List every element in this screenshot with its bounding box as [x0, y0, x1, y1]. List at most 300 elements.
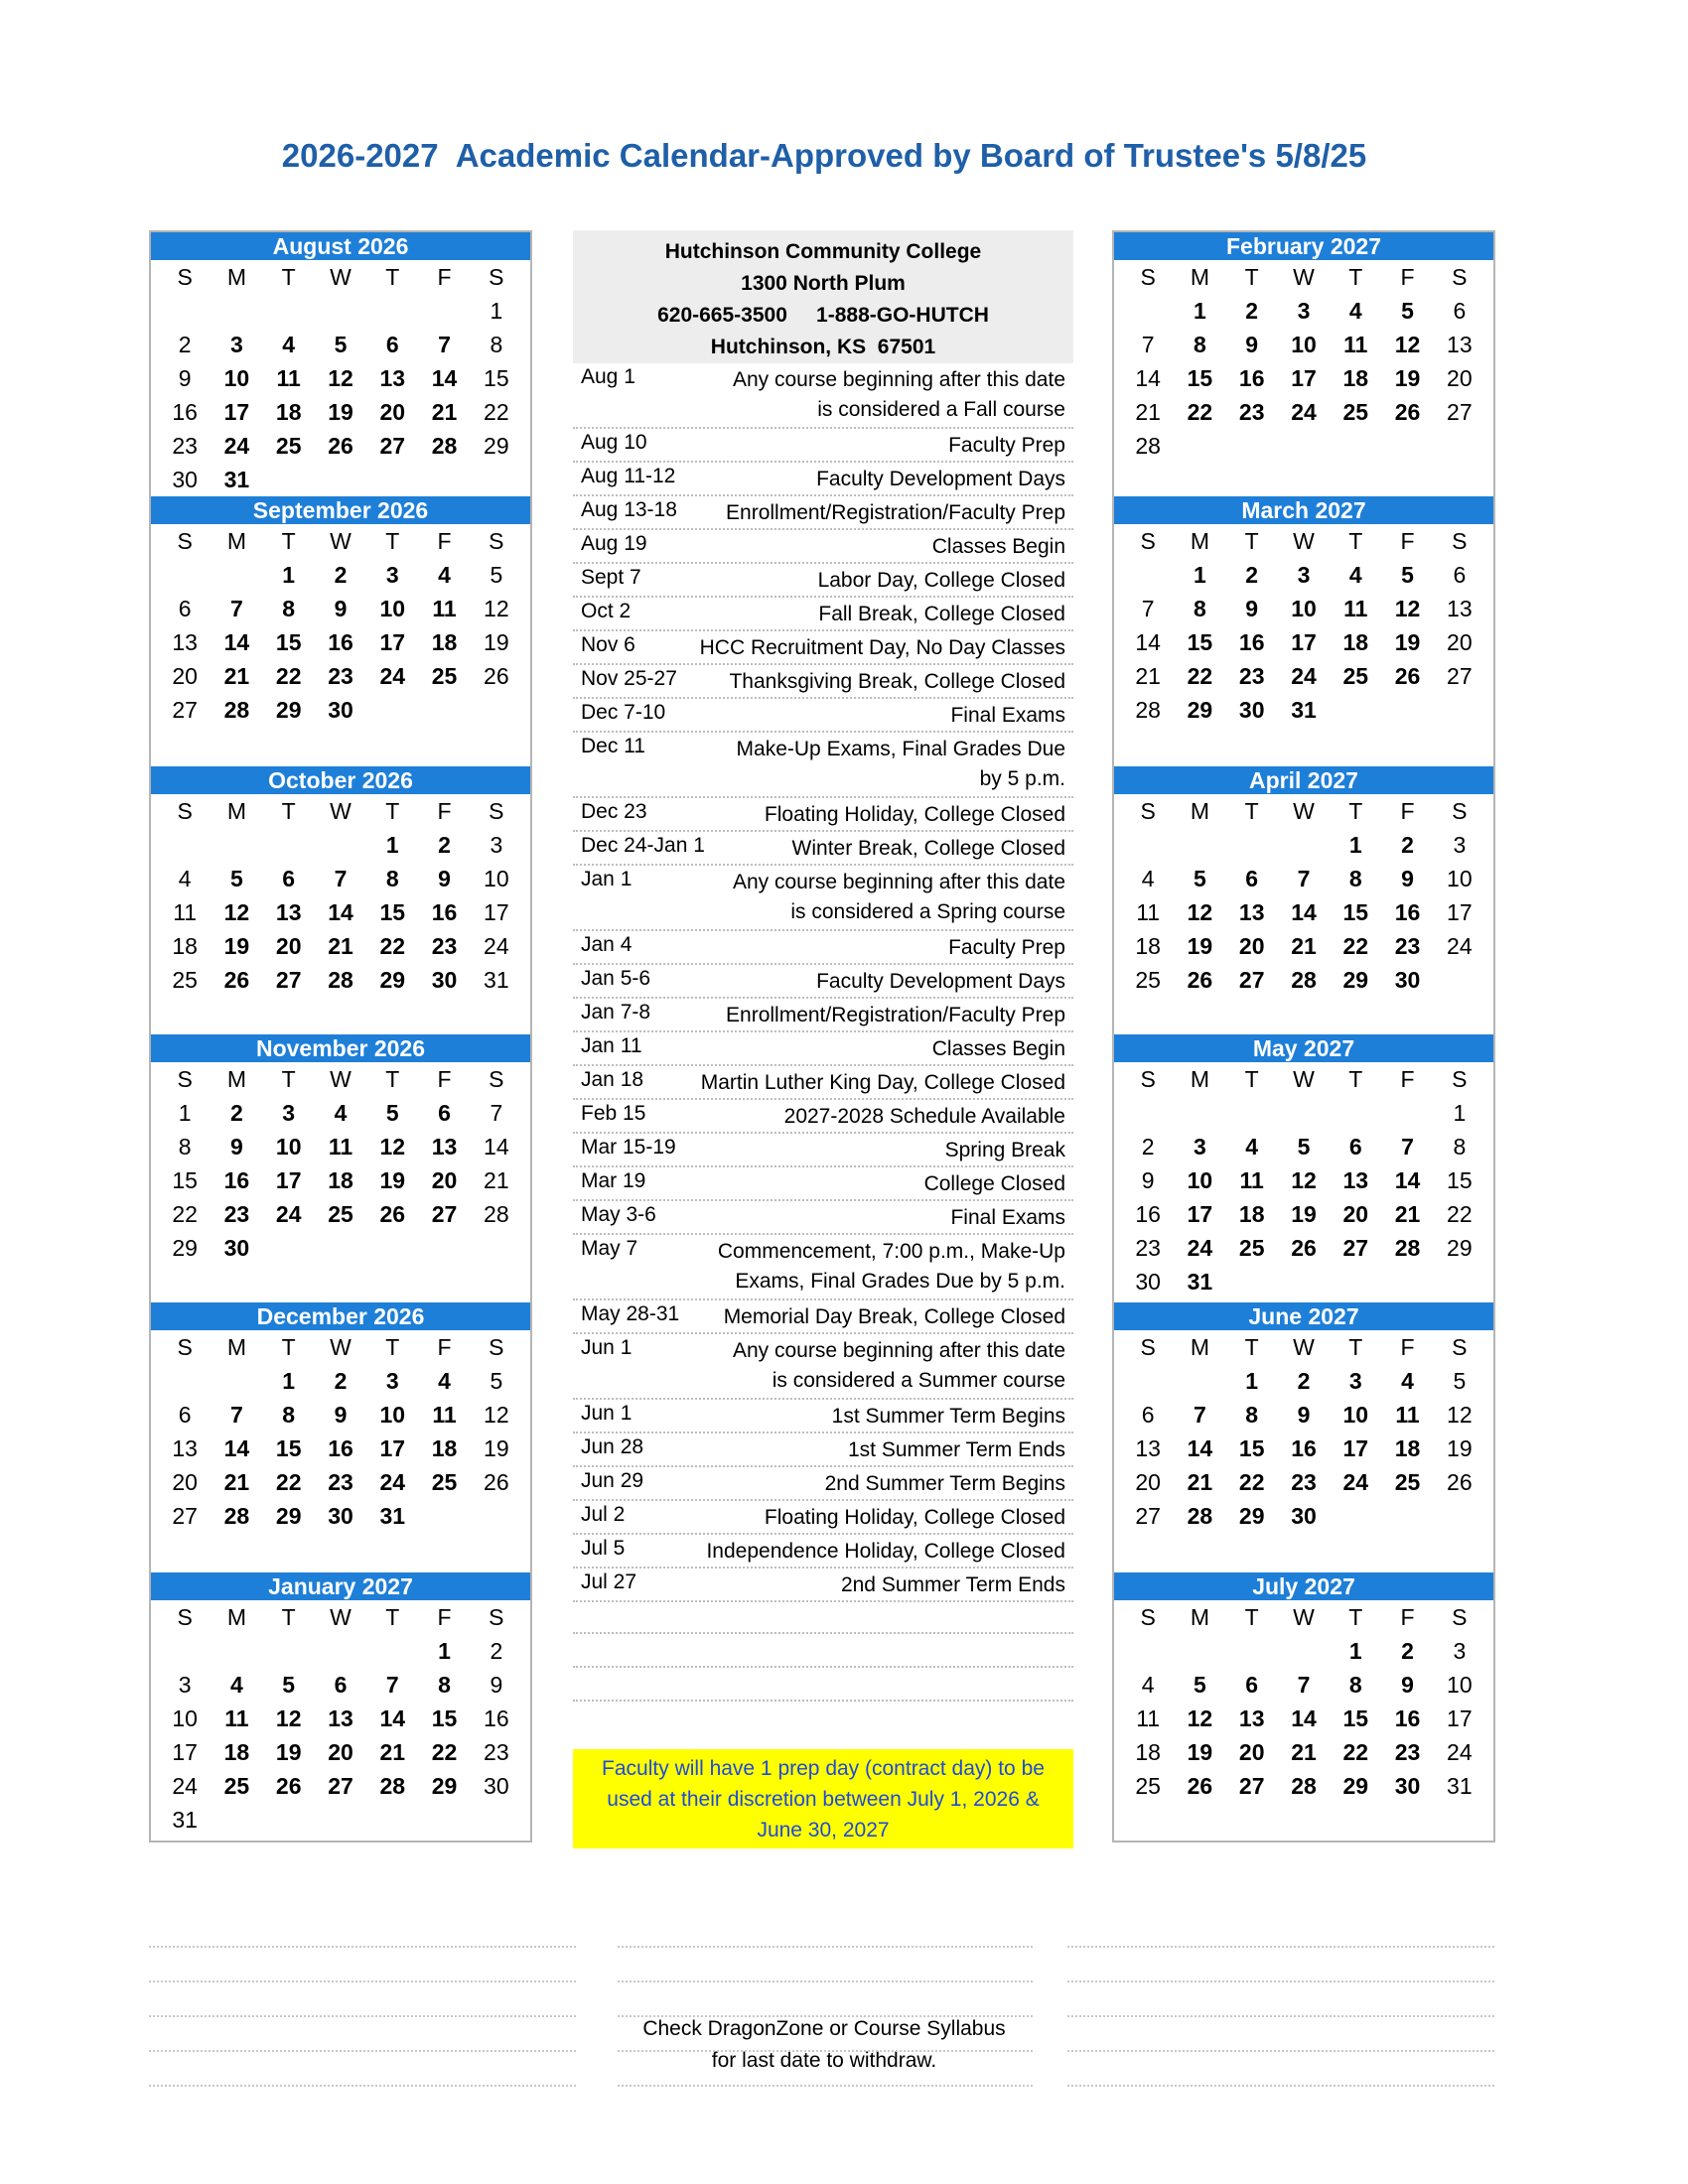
event-row: [573, 598, 1073, 631]
footer-line: [618, 1980, 1033, 1982]
day-cell: 7: [1297, 866, 1311, 891]
day-cell: 5: [230, 866, 243, 891]
left-calendar-column: [149, 230, 532, 1843]
day-cell: 15: [1187, 629, 1213, 655]
event-row: [573, 1167, 1073, 1201]
event-row: [573, 1235, 1073, 1300]
day-cell: 13: [1135, 1435, 1161, 1461]
event-description: Memorial Day Break, College Closed: [723, 1305, 1065, 1328]
event-row: [573, 463, 1073, 496]
day-cell: 26: [1187, 1773, 1213, 1799]
event-description: 2027-2028 Schedule Available: [783, 1105, 1065, 1128]
day-cell: 13: [172, 1435, 198, 1461]
weekday-header: T: [385, 1604, 400, 1630]
day-cell: 14: [1135, 629, 1161, 655]
weekday-header: F: [437, 264, 452, 290]
day-cell: 26: [1394, 399, 1421, 425]
weekday-header: T: [1348, 1334, 1363, 1360]
day-cell: 27: [1447, 399, 1473, 425]
day-cell: 16: [431, 899, 458, 925]
day-cell: 21: [328, 933, 353, 959]
day-cell: 5: [1401, 298, 1414, 324]
empty-cell: [315, 294, 366, 328]
day-cell: 28: [1187, 1503, 1213, 1529]
day-cell: 1: [1453, 1100, 1467, 1126]
college-phones: 620-665-3500 1-888-GO-HUTCH: [657, 304, 989, 327]
day-cell: 15: [1187, 365, 1213, 391]
day-cell: 15: [484, 365, 509, 391]
day-cell: 10: [379, 596, 406, 621]
day-cell: 3: [1348, 1368, 1362, 1394]
day-cell: 25: [275, 433, 302, 459]
empty-cell: [418, 294, 470, 328]
event-date: May 28-31: [581, 1302, 680, 1325]
day-cell: 4: [1348, 562, 1362, 588]
event-description: 2nd Summer Term Ends: [840, 1573, 1065, 1596]
day-cell: 2: [438, 832, 451, 858]
weekday-header: T: [1348, 798, 1363, 824]
day-grid: [1114, 524, 1493, 727]
day-cell: 8: [1194, 332, 1206, 357]
day-cell: 31: [1291, 697, 1317, 723]
day-cell: 31: [484, 967, 509, 993]
event-date: Jan 7-8: [581, 1001, 651, 1024]
blank-line: [573, 1700, 1073, 1702]
event-date: Mar 15-19: [581, 1136, 676, 1159]
day-cell: 31: [1447, 1773, 1473, 1799]
event-row: [573, 1569, 1073, 1602]
day-cell: 9: [1297, 1402, 1311, 1428]
weekday-header: W: [1293, 528, 1315, 554]
event-description: Any course beginning after this date is considered a Summer course: [732, 1339, 1065, 1392]
day-cell: 26: [484, 1469, 509, 1495]
day-cell: 20: [328, 1739, 353, 1765]
weekday-header: W: [1293, 798, 1315, 824]
empty-cell: [159, 1634, 211, 1668]
day-cell: 29: [431, 1773, 458, 1799]
day-cell: 7: [1194, 1402, 1206, 1428]
footer-line: [149, 2050, 576, 2052]
event-description: Floating Holiday, College Closed: [764, 803, 1065, 826]
day-cell: 24: [379, 1469, 406, 1495]
event-description: Classes Begin: [931, 535, 1065, 558]
day-cell: 4: [1401, 1368, 1414, 1394]
day-cell: 14: [223, 1435, 250, 1461]
day-cell: 20: [379, 399, 406, 425]
note-text: Faculty will have 1 prep day (contract day) to be used at their discretion between July 1, 2026 & June 30, 2027: [602, 1757, 1045, 1842]
day-cell: 14: [484, 1134, 509, 1160]
day-cell: 25: [223, 1773, 250, 1799]
weekday-header: S: [489, 798, 504, 824]
day-grid: [1114, 1062, 1493, 1298]
page-title: 2026-2027 Academic Calendar-Approved by Board of Trustee's 5/8/25: [281, 137, 1367, 174]
footer-line: [1067, 2085, 1494, 2087]
empty-cell: [159, 1364, 211, 1398]
day-cell: 22: [431, 1739, 458, 1765]
month-header: March 2027: [1114, 496, 1493, 524]
day-cell: 20: [1447, 365, 1473, 391]
day-cell: 17: [223, 399, 250, 425]
footer-line: [1067, 1980, 1494, 1982]
event-description: Thanksgiving Break, College Closed: [729, 670, 1065, 693]
footer-line: [149, 1946, 576, 1948]
day-cell: 12: [275, 1706, 302, 1731]
day-cell: 21: [1394, 1201, 1421, 1227]
weekday-header: S: [489, 1066, 504, 1092]
day-cell: 3: [1297, 298, 1311, 324]
empty-cell: [315, 1634, 366, 1668]
footer-line: [1067, 2015, 1494, 2017]
day-cell: 17: [484, 899, 509, 925]
day-cell: 27: [1135, 1503, 1161, 1529]
weekday-header: F: [437, 1604, 452, 1630]
day-cell: 6: [385, 332, 399, 357]
event-date: Mar 19: [581, 1169, 646, 1192]
day-cell: 13: [1447, 332, 1473, 357]
event-date: Aug 11-12: [581, 465, 676, 487]
weekday-header: S: [177, 264, 193, 290]
day-cell: 12: [1187, 1706, 1213, 1731]
event-row: [573, 1032, 1073, 1066]
empty-cell: [1174, 1634, 1225, 1668]
weekday-header: S: [177, 1334, 193, 1360]
day-cell: 15: [275, 629, 302, 655]
day-cell: 27: [172, 697, 198, 723]
event-description: Final Exams: [950, 704, 1065, 727]
day-cell: 22: [1447, 1201, 1473, 1227]
day-cell: 3: [1297, 562, 1311, 588]
day-cell: 7: [1141, 596, 1155, 621]
day-cell: 26: [484, 663, 509, 689]
event-row: [573, 1201, 1073, 1235]
event-row: [573, 1433, 1073, 1467]
day-cell: 27: [379, 433, 406, 459]
day-cell: 19: [484, 629, 509, 655]
event-row: [573, 965, 1073, 999]
event-row: [573, 699, 1073, 733]
day-cell: 21: [431, 399, 458, 425]
weekday-header: S: [1452, 1334, 1468, 1360]
event-date: Aug 19: [581, 532, 647, 555]
day-cell: 22: [172, 1201, 198, 1227]
day-cell: 11: [173, 899, 198, 925]
day-cell: 15: [275, 1435, 302, 1461]
day-cell: 12: [379, 1134, 406, 1160]
day-cell: 24: [275, 1201, 302, 1227]
weekday-header: M: [1190, 798, 1209, 824]
empty-cell: [1381, 1096, 1433, 1130]
month-left-4: [151, 1302, 530, 1533]
weekday-header: S: [489, 528, 504, 554]
day-cell: 1: [282, 1368, 296, 1394]
day-cell: 26: [1394, 663, 1421, 689]
day-cell: 11: [224, 1706, 249, 1731]
day-grid: [151, 1600, 530, 1837]
day-cell: 16: [172, 399, 198, 425]
event-description: HCC Recruitment Day, No Day Classes: [699, 636, 1065, 659]
day-cell: 18: [431, 1435, 458, 1461]
weekday-header: M: [226, 1604, 246, 1630]
day-cell: 28: [1291, 1773, 1317, 1799]
event-row: [573, 798, 1073, 832]
day-cell: 5: [490, 1368, 503, 1394]
day-cell: 15: [1238, 1435, 1265, 1461]
day-cell: 29: [1187, 697, 1213, 723]
event-date: May 7: [581, 1237, 638, 1260]
day-cell: 22: [1342, 1739, 1369, 1765]
event-date: Dec 24-Jan 1: [581, 834, 705, 857]
day-cell: 6: [178, 596, 192, 621]
event-row: [573, 1066, 1073, 1100]
day-cell: 30: [484, 1773, 509, 1799]
day-cell: 9: [1401, 866, 1414, 891]
empty-cell: [1122, 294, 1174, 328]
day-cell: 30: [223, 1235, 250, 1261]
weekday-header: W: [330, 1334, 352, 1360]
month-left-0: [151, 232, 530, 496]
day-cell: 7: [385, 1672, 399, 1698]
event-date: Oct 2: [581, 600, 632, 622]
day-cell: 25: [431, 1469, 458, 1495]
day-cell: 26: [1291, 1235, 1317, 1261]
event-date: Dec 7-10: [581, 701, 666, 724]
day-cell: 18: [223, 1739, 250, 1765]
day-cell: 25: [1342, 663, 1369, 689]
weekday-header: T: [385, 1066, 400, 1092]
day-cell: 22: [1342, 933, 1369, 959]
day-cell: 16: [484, 1706, 509, 1731]
weekday-header: S: [177, 798, 193, 824]
day-cell: 2: [1141, 1134, 1155, 1160]
weekday-header: S: [489, 1334, 504, 1360]
day-cell: 21: [1187, 1469, 1213, 1495]
day-grid: [1114, 794, 1493, 997]
weekday-header: W: [330, 264, 352, 290]
day-cell: 19: [1291, 1201, 1317, 1227]
day-cell: 23: [172, 433, 198, 459]
empty-cell: [1174, 1364, 1225, 1398]
event-row: [573, 631, 1073, 665]
day-cell: 24: [1447, 1739, 1473, 1765]
day-cell: 8: [1348, 866, 1362, 891]
empty-cell: [1122, 1364, 1174, 1398]
day-cell: 3: [178, 1672, 192, 1698]
event-description: Floating Holiday, College Closed: [764, 1506, 1065, 1529]
day-cell: 3: [230, 332, 243, 357]
day-cell: 17: [275, 1167, 302, 1193]
day-cell: 10: [1291, 332, 1317, 357]
day-cell: 6: [1348, 1134, 1362, 1160]
month-right-5: [1114, 1572, 1493, 1803]
empty-cell: [1330, 1096, 1381, 1130]
event-date: Jun 1: [581, 1336, 633, 1359]
weekday-header: F: [437, 528, 452, 554]
empty-cell: [366, 294, 418, 328]
day-cell: 31: [223, 467, 250, 492]
day-cell: 7: [490, 1100, 503, 1126]
event-date: May 3-6: [581, 1203, 656, 1226]
day-cell: 6: [1453, 298, 1467, 324]
day-cell: 6: [1245, 866, 1259, 891]
day-cell: 26: [275, 1773, 302, 1799]
empty-cell: [159, 828, 211, 862]
day-cell: 6: [334, 1672, 348, 1698]
day-cell: 3: [282, 1100, 296, 1126]
day-grid: [1114, 1330, 1493, 1533]
day-cell: 3: [490, 832, 503, 858]
weekday-header: S: [1452, 1604, 1468, 1630]
event-date: Feb 15: [581, 1102, 646, 1125]
day-cell: 9: [334, 1402, 348, 1428]
empty-cell: [1226, 828, 1278, 862]
day-cell: 14: [1291, 1706, 1317, 1731]
day-cell: 8: [1245, 1402, 1259, 1428]
day-cell: 11: [1395, 1402, 1420, 1428]
event-row: [573, 530, 1073, 564]
event-description: Final Exams: [950, 1206, 1065, 1229]
day-cell: 18: [1135, 1739, 1161, 1765]
day-cell: 1: [1194, 298, 1206, 324]
empty-cell: [1122, 1096, 1174, 1130]
day-cell: 10: [1342, 1402, 1369, 1428]
day-cell: 7: [1141, 332, 1155, 357]
day-cell: 28: [379, 1773, 406, 1799]
weekday-header: S: [1140, 528, 1156, 554]
day-cell: 18: [1238, 1201, 1265, 1227]
weekday-header: T: [385, 264, 400, 290]
weekday-header: T: [1244, 528, 1259, 554]
day-cell: 25: [1238, 1235, 1265, 1261]
day-cell: 22: [1187, 399, 1213, 425]
month-header: August 2026: [151, 232, 530, 260]
day-cell: 14: [1394, 1167, 1421, 1193]
day-cell: 3: [1194, 1134, 1206, 1160]
day-cell: 4: [282, 332, 296, 357]
day-cell: 16: [1394, 899, 1421, 925]
empty-cell: [1122, 1634, 1174, 1668]
event-description: Any course beginning after this date is considered a Fall course: [732, 368, 1065, 421]
day-grid: [151, 260, 530, 496]
day-cell: 13: [172, 629, 198, 655]
day-cell: 29: [379, 967, 406, 993]
event-description: Make-Up Exams, Final Grades Due by 5 p.m.: [736, 738, 1065, 790]
event-row: [573, 931, 1073, 965]
weekday-header: T: [1244, 1066, 1259, 1092]
day-cell: 2: [1401, 1638, 1414, 1664]
event-description: Enrollment/Registration/Faculty Prep: [726, 1004, 1065, 1026]
empty-cell: [1174, 828, 1225, 862]
event-row: [573, 496, 1073, 530]
day-cell: 17: [379, 629, 406, 655]
college-info: [573, 230, 1073, 363]
day-cell: 5: [1194, 866, 1206, 891]
event-date: Jan 4: [581, 933, 633, 956]
day-cell: 16: [328, 629, 353, 655]
day-cell: 22: [275, 663, 302, 689]
weekday-header: S: [1140, 798, 1156, 824]
event-row: [573, 999, 1073, 1032]
weekday-header: S: [489, 264, 504, 290]
footer-line: [1067, 1946, 1494, 1948]
day-cell: 10: [275, 1134, 302, 1160]
weekday-header: T: [1348, 1066, 1363, 1092]
month-left-3: [151, 1034, 530, 1265]
day-cell: 8: [282, 1402, 296, 1428]
day-cell: 4: [1245, 1134, 1259, 1160]
event-description: 2nd Summer Term Begins: [824, 1472, 1065, 1495]
event-row: [573, 1134, 1073, 1167]
weekday-header: T: [1348, 264, 1363, 290]
weekday-header: T: [1244, 1334, 1259, 1360]
day-cell: 27: [1447, 663, 1473, 689]
day-cell: 6: [438, 1100, 451, 1126]
event-date: Dec 23: [581, 800, 647, 823]
day-cell: 18: [431, 629, 458, 655]
day-cell: 4: [178, 866, 192, 891]
day-cell: 28: [1135, 697, 1161, 723]
event-description: Labor Day, College Closed: [817, 569, 1065, 592]
event-description: Classes Begin: [931, 1037, 1065, 1060]
empty-cell: [1226, 1096, 1278, 1130]
day-cell: 13: [328, 1706, 353, 1731]
day-cell: 4: [438, 562, 451, 588]
day-cell: 5: [1401, 562, 1414, 588]
day-cell: 30: [1394, 967, 1421, 993]
month-header: June 2027: [1114, 1302, 1493, 1330]
event-description: 1st Summer Term Ends: [847, 1438, 1065, 1461]
day-cell: 31: [172, 1807, 198, 1833]
footer-line: [1067, 2050, 1494, 2052]
event-date: Jan 18: [581, 1068, 644, 1091]
day-cell: 28: [223, 1503, 250, 1529]
day-cell: 17: [379, 1435, 406, 1461]
event-date: Dec 11: [581, 735, 645, 757]
day-cell: 19: [484, 1435, 509, 1461]
day-cell: 17: [1447, 899, 1473, 925]
day-cell: 23: [328, 663, 353, 689]
day-cell: 19: [1447, 1435, 1473, 1461]
day-cell: 28: [1135, 433, 1161, 459]
day-cell: 1: [1348, 832, 1362, 858]
empty-cell: [1226, 1634, 1278, 1668]
day-cell: 31: [379, 1503, 406, 1529]
day-cell: 17: [1291, 629, 1317, 655]
event-description: College Closed: [923, 1172, 1065, 1195]
day-cell: 16: [1394, 1706, 1421, 1731]
event-description: Independence Holiday, College Closed: [706, 1540, 1065, 1563]
day-grid: [151, 1062, 530, 1265]
day-cell: 15: [379, 899, 406, 925]
day-cell: 19: [1394, 629, 1421, 655]
weekday-header: T: [1348, 1604, 1363, 1630]
day-cell: 24: [223, 433, 250, 459]
day-cell: 30: [1135, 1269, 1161, 1295]
month-header: December 2026: [151, 1302, 530, 1330]
day-cell: 16: [1238, 365, 1265, 391]
day-cell: 14: [328, 899, 353, 925]
day-grid: [151, 1330, 530, 1533]
month-header: October 2026: [151, 766, 530, 794]
weekday-header: W: [1293, 1066, 1315, 1092]
weekday-header: S: [1140, 1066, 1156, 1092]
day-cell: 26: [1447, 1469, 1473, 1495]
day-cell: 4: [438, 1368, 451, 1394]
day-cell: 13: [1342, 1167, 1369, 1193]
weekday-header: F: [1400, 1334, 1415, 1360]
day-cell: 7: [334, 866, 348, 891]
day-cell: 12: [328, 365, 353, 391]
day-cell: 9: [1141, 1167, 1155, 1193]
